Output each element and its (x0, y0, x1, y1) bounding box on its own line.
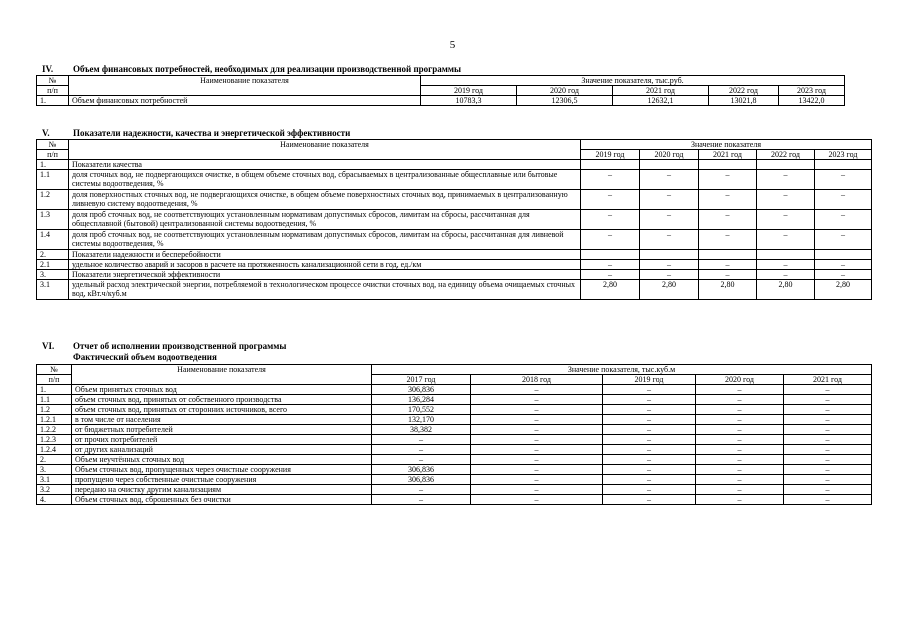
table-row (37, 230, 872, 250)
row-number: 1. (37, 385, 72, 395)
row-value: – (603, 435, 696, 445)
row-value (640, 250, 699, 260)
row-value (757, 250, 815, 260)
row-value: – (757, 190, 815, 210)
table-row (37, 405, 872, 415)
row-value (815, 160, 872, 170)
row-value (815, 250, 872, 260)
row-value: – (757, 270, 815, 280)
section4-number: IV. (42, 64, 54, 74)
row-name: объем сточных вод, принятых от сторонних источников, всего (72, 405, 372, 415)
row-value: – (471, 495, 603, 505)
col-no-header-2: п/п (37, 86, 69, 96)
row-number: 1. (37, 160, 69, 170)
row-value: – (603, 455, 696, 465)
row-number: 2. (37, 250, 69, 260)
row-name: Объем сточных вод, сброшенных без очистки (72, 495, 372, 505)
section5-number: V. (42, 128, 50, 138)
year-header: 2019 год (603, 375, 696, 385)
row-value: 13021,8 (709, 96, 779, 106)
row-name: доля проб сточных вод, не соответствующих установленным нормативам допустимых сбросов, лимитам на сбросы, рассчитанная для общесплавной (бытовой) централизованной системы водоотведения, % (69, 210, 581, 230)
row-number: 1.1 (37, 395, 72, 405)
row-value: – (581, 170, 640, 190)
row-value: – (757, 260, 815, 270)
row-value: – (640, 170, 699, 190)
table-row (37, 260, 872, 270)
row-value: – (757, 230, 815, 250)
row-value: – (784, 435, 872, 445)
row-value: – (471, 405, 603, 415)
row-value: 10783,3 (421, 96, 517, 106)
row-value: – (784, 445, 872, 455)
row-value: – (471, 445, 603, 455)
row-value: – (640, 210, 699, 230)
row-value: – (603, 475, 696, 485)
row-value: – (581, 210, 640, 230)
row-value: – (699, 230, 757, 250)
row-value: – (471, 475, 603, 485)
row-value: – (471, 425, 603, 435)
row-number: 3.1 (37, 280, 69, 300)
row-value (581, 160, 640, 170)
row-value: – (640, 230, 699, 250)
row-name: удельное количество аварий и засоров в расчете на протяженность канализационной сети в год, ед./км (69, 260, 581, 270)
row-value: 38,382 (372, 425, 471, 435)
row-value: – (784, 465, 872, 475)
row-value: – (696, 385, 784, 395)
row-value: – (471, 455, 603, 465)
col-name-header: Наименование показателя (69, 140, 581, 160)
col-value-header: Значение показателя, тыс.куб.м (372, 365, 872, 375)
row-value: – (581, 190, 640, 210)
row-value (699, 160, 757, 170)
row-value: – (699, 210, 757, 230)
row-value: – (784, 415, 872, 425)
year-header: 2021 год (613, 86, 709, 96)
table-row (37, 425, 872, 435)
row-number: 3.1 (37, 475, 72, 485)
table-row (37, 435, 872, 445)
section6-heading (42, 341, 286, 351)
row-value: 2,80 (581, 280, 640, 300)
row-value: – (471, 465, 603, 475)
table-row (37, 415, 872, 425)
row-value: – (581, 260, 640, 270)
row-value: 2,80 (815, 280, 872, 300)
row-value: – (603, 495, 696, 505)
row-name: удельный расход электрической энергии, потребляемой в технологическом процессе очистки сточных вод, на единицу объема очищаемых сточных вод, кВт.ч/куб.м (69, 280, 581, 300)
section6-number: VI. (42, 341, 55, 351)
table-row (37, 445, 872, 455)
table-row (37, 190, 872, 210)
row-value: 132,170 (372, 415, 471, 425)
row-number: 1.1 (37, 170, 69, 190)
row-value: – (696, 455, 784, 465)
row-value: – (603, 485, 696, 495)
row-number: 1.2.1 (37, 415, 72, 425)
row-value: 170,552 (372, 405, 471, 415)
year-header: 2020 год (640, 150, 699, 160)
section5-heading (42, 128, 350, 138)
table-row (37, 250, 872, 260)
row-value: 12306,5 (517, 96, 613, 106)
year-header: 2021 год (784, 375, 872, 385)
table-row (37, 160, 872, 170)
year-header: 2018 год (471, 375, 603, 385)
col-no-header: № (37, 365, 72, 375)
row-value: – (699, 190, 757, 210)
row-value: – (815, 170, 872, 190)
financial-needs-table (36, 75, 845, 106)
row-value: – (640, 270, 699, 280)
row-value: – (815, 260, 872, 270)
row-name: Объем сточных вод, пропущенных через очистные сооружения (72, 465, 372, 475)
col-no-header: № (37, 140, 69, 150)
row-value: 2,80 (757, 280, 815, 300)
row-value: – (372, 495, 471, 505)
row-value: – (784, 385, 872, 395)
row-value: – (471, 415, 603, 425)
table-row (37, 495, 872, 505)
row-value: – (603, 465, 696, 475)
col-name-header: Наименование показателя (72, 365, 372, 385)
year-header: 2023 год (815, 150, 872, 160)
year-header: 2022 год (757, 150, 815, 160)
row-value: – (784, 495, 872, 505)
year-header: 2019 год (581, 150, 640, 160)
row-value: 306,836 (372, 465, 471, 475)
row-value: – (784, 475, 872, 485)
year-header: 2020 год (517, 86, 613, 96)
row-value: 13422,0 (779, 96, 845, 106)
row-value: – (784, 455, 872, 465)
row-value: – (471, 385, 603, 395)
row-value: – (603, 385, 696, 395)
row-value: 136,284 (372, 395, 471, 405)
wastewater-volume-table (36, 364, 872, 505)
row-number: 1.3 (37, 210, 69, 230)
row-value: – (815, 230, 872, 250)
reliability-table (36, 139, 872, 300)
row-value: – (603, 445, 696, 455)
row-value (699, 250, 757, 260)
row-number: 1.4 (37, 230, 69, 250)
section6-subtitle: Фактический объем водоотведения (73, 352, 217, 362)
row-name: Объем неучтённых сточных вод (72, 455, 372, 465)
row-number: 1.2.2 (37, 425, 72, 435)
row-name: от прочих потребителей (72, 435, 372, 445)
row-value: – (696, 425, 784, 435)
row-value: – (603, 405, 696, 415)
row-value: – (696, 485, 784, 495)
table-row (37, 170, 872, 190)
row-value: – (696, 405, 784, 415)
row-value: – (372, 445, 471, 455)
row-value: – (471, 395, 603, 405)
row-value: – (784, 405, 872, 415)
year-header: 2022 год (709, 86, 779, 96)
row-value: – (699, 270, 757, 280)
row-value: – (603, 395, 696, 405)
col-value-header: Значение показателя (581, 140, 872, 150)
section5-title: Показатели надежности, качества и энергетической эффективности (73, 128, 351, 138)
row-name: Показатели надежности и бесперебойности (69, 250, 581, 260)
row-value: – (696, 395, 784, 405)
row-value: – (603, 415, 696, 425)
row-value: – (581, 270, 640, 280)
year-header: 2017 год (372, 375, 471, 385)
row-name: доля сточных вод, не подвергающихся очистке, в общем объеме сточных вод, сбрасываемых в централизованные общесплавные или бытовые системы водоотведения, % (69, 170, 581, 190)
row-value: – (581, 230, 640, 250)
table-row (37, 455, 872, 465)
col-no-header-2: п/п (37, 375, 72, 385)
table-row (37, 465, 872, 475)
row-value: – (640, 260, 699, 270)
row-value: – (372, 485, 471, 495)
table-row (37, 96, 845, 106)
section4-title: Объем финансовых потребностей, необходимых для реализации производственной программы (73, 64, 462, 74)
table-row (37, 385, 872, 395)
row-value: – (471, 485, 603, 495)
row-value: 306,836 (372, 385, 471, 395)
row-number: 3. (37, 465, 72, 475)
row-value: – (757, 210, 815, 230)
row-value: – (471, 435, 603, 445)
row-value (640, 160, 699, 170)
row-number: 1.2.4 (37, 445, 72, 455)
row-name: доля проб сточных вод, не соответствующих установленным нормативам допустимых сбросов, лимитам на сбросы, рассчитанная для ливневой системы водоотведения, % (69, 230, 581, 250)
col-name-header: Наименование показателя (69, 76, 421, 96)
row-value (581, 250, 640, 260)
row-value: – (696, 435, 784, 445)
row-number: 3.2 (37, 485, 72, 495)
row-value: – (699, 170, 757, 190)
row-value: 12632,1 (613, 96, 709, 106)
row-value: – (696, 465, 784, 475)
row-value: – (757, 170, 815, 190)
row-value: – (784, 395, 872, 405)
year-header: 2019 год (421, 86, 517, 96)
row-number: 2.1 (37, 260, 69, 270)
section4-heading (42, 64, 461, 74)
row-number: 1.2.3 (37, 435, 72, 445)
col-no-header-2: п/п (37, 150, 69, 160)
row-value: – (372, 435, 471, 445)
row-name: от других канализаций (72, 445, 372, 455)
row-value: – (372, 455, 471, 465)
row-value: – (696, 495, 784, 505)
year-header: 2020 год (696, 375, 784, 385)
row-name: объем сточных вод, принятых от собственного производства (72, 395, 372, 405)
row-value: – (784, 485, 872, 495)
row-name: передано на очистку другим канализациям (72, 485, 372, 495)
row-value: 2,80 (699, 280, 757, 300)
row-value: – (815, 270, 872, 280)
row-value: – (696, 415, 784, 425)
row-number: 4. (37, 495, 72, 505)
row-value: – (815, 190, 872, 210)
table-row (37, 475, 872, 485)
table-row (37, 210, 872, 230)
row-name: Показатели энергетической эффективности (69, 270, 581, 280)
row-number: 1. (37, 96, 69, 106)
row-value: 306,836 (372, 475, 471, 485)
row-value: – (640, 190, 699, 210)
section6-title: Отчет об исполнении производственной программы (73, 341, 287, 351)
table-row (37, 280, 872, 300)
year-header: 2021 год (699, 150, 757, 160)
row-value: 2,80 (640, 280, 699, 300)
row-name: Объем финансовых потребностей (69, 96, 421, 106)
row-name: доля поверхностных сточных вод, не подвергающихся очистке, в общем объеме поверхностных сточных вод, принимаемых в централизованную ливневую систему водоотведения, % (69, 190, 581, 210)
row-value: – (815, 210, 872, 230)
page-number: 5 (449, 39, 456, 51)
col-no-header: № (37, 76, 69, 86)
table-row (37, 395, 872, 405)
row-number: 1.2 (37, 190, 69, 210)
row-value (757, 160, 815, 170)
table-row (37, 485, 872, 495)
row-number: 3. (37, 270, 69, 280)
row-number: 1.2 (37, 405, 72, 415)
table-row (37, 270, 872, 280)
row-name: в том числе от населения (72, 415, 372, 425)
row-value: – (696, 445, 784, 455)
row-value: – (603, 425, 696, 435)
row-name: пропущено через собственные очистные сооружения (72, 475, 372, 485)
row-name: от бюджетных потребителей (72, 425, 372, 435)
row-name: Объем принятых сточных вод (72, 385, 372, 395)
col-value-header: Значение показателя, тыс.руб. (421, 76, 845, 86)
row-value: – (699, 260, 757, 270)
year-header: 2023 год (779, 86, 845, 96)
row-name: Показатели качества (69, 160, 581, 170)
row-value: – (784, 425, 872, 435)
row-value: – (696, 475, 784, 485)
row-number: 2. (37, 455, 72, 465)
